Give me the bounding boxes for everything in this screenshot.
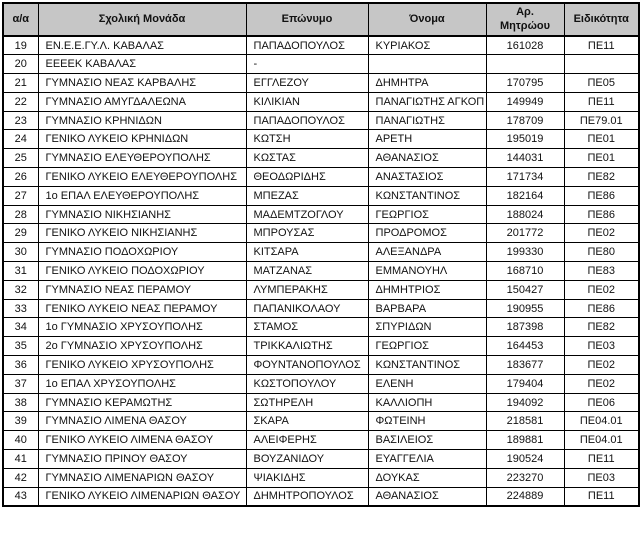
table-row bbox=[3, 74, 639, 93]
cell-surname: ΑΛΕΙΦΕΡΗΣ bbox=[246, 431, 368, 450]
cell-school: ΓΕΝΙΚΟ ΛΥΚΕΙΟ ΧΡΥΣΟΥΠΟΛΗΣ bbox=[38, 356, 246, 375]
cell-school: ΓΥΜΝΑΣΙΟ ΝΕΑΣ ΠΕΡΑΜΟΥ bbox=[38, 280, 246, 299]
cell-specialty: ΠΕ11 bbox=[564, 36, 639, 55]
cell-school: ΓΕΝΙΚΟ ΛΥΚΕΙΟ ΕΛΕΥΘΕΡΟΥΠΟΛΗΣ bbox=[38, 168, 246, 187]
cell-name: ΕΥΑΓΓΕΛΙΑ bbox=[368, 450, 486, 469]
cell-name: ΕΜΜΑΝΟΥΗΛ bbox=[368, 262, 486, 281]
cell-specialty: ΠΕ02 bbox=[564, 224, 639, 243]
cell-school: 2ο ΓΥΜΝΑΣΙΟ ΧΡΥΣΟΥΠΟΛΗΣ bbox=[38, 337, 246, 356]
column-header-school: Σχολική Μονάδα bbox=[38, 3, 246, 36]
cell-num: 40 bbox=[3, 431, 38, 450]
cell-school: ΕΕΕΕΚ ΚΑΒΑΛΑΣ bbox=[38, 55, 246, 74]
cell-school: ΓΥΜΝΑΣΙΟ ΝΕΑΣ ΚΑΡΒΑΛΗΣ bbox=[38, 74, 246, 93]
cell-registry: 164453 bbox=[486, 337, 564, 356]
cell-num: 42 bbox=[3, 468, 38, 487]
table-row bbox=[3, 186, 639, 205]
cell-registry: 199330 bbox=[486, 243, 564, 262]
table-row bbox=[3, 130, 639, 149]
cell-num: 29 bbox=[3, 224, 38, 243]
cell-num: 21 bbox=[3, 74, 38, 93]
cell-school: 1ο ΓΥΜΝΑΣΙΟ ΧΡΥΣΟΥΠΟΛΗΣ bbox=[38, 318, 246, 337]
cell-name bbox=[368, 55, 486, 74]
cell-name: ΚΥΡΙΑΚΟΣ bbox=[368, 36, 486, 55]
cell-num: 37 bbox=[3, 374, 38, 393]
cell-num: 35 bbox=[3, 337, 38, 356]
cell-school: ΓΥΜΝΑΣΙΟ ΠΡΙΝΟΥ ΘΑΣΟΥ bbox=[38, 450, 246, 469]
cell-school: 1ο ΕΠΑΛ ΕΛΕΥΘΕΡΟΥΠΟΛΗΣ bbox=[38, 186, 246, 205]
cell-registry: 168710 bbox=[486, 262, 564, 281]
cell-surname: ΚΩΣΤΑΣ bbox=[246, 149, 368, 168]
table-row bbox=[3, 262, 639, 281]
cell-name: ΠΑΝΑΓΙΩΤΗΣ ΑΓΚΟΠ bbox=[368, 92, 486, 111]
cell-name: ΑΘΑΝΑΣΙΟΣ bbox=[368, 487, 486, 506]
cell-specialty: ΠΕ04.01 bbox=[564, 431, 639, 450]
table-row bbox=[3, 205, 639, 224]
table-row bbox=[3, 450, 639, 469]
cell-name: ΚΑΛΛΙΟΠΗ bbox=[368, 393, 486, 412]
table-row bbox=[3, 280, 639, 299]
column-header-specialty: Ειδικότητα bbox=[564, 3, 639, 36]
cell-surname: ΜΠΡΟΥΣΑΣ bbox=[246, 224, 368, 243]
cell-name: ΑΛΕΞΑΝΔΡΑ bbox=[368, 243, 486, 262]
cell-school: ΓΥΜΝΑΣΙΟ ΛΙΜΕΝΑ ΘΑΣΟΥ bbox=[38, 412, 246, 431]
cell-specialty: ΠΕ11 bbox=[564, 487, 639, 506]
cell-school: ΓΥΜΝΑΣΙΟ ΚΕΡΑΜΩΤΗΣ bbox=[38, 393, 246, 412]
cell-name: ΔΟΥΚΑΣ bbox=[368, 468, 486, 487]
cell-num: 22 bbox=[3, 92, 38, 111]
header-row bbox=[3, 3, 639, 36]
cell-registry: 195019 bbox=[486, 130, 564, 149]
cell-num: 28 bbox=[3, 205, 38, 224]
cell-surname: ΠΑΠΑΝΙΚΟΛΑΟΥ bbox=[246, 299, 368, 318]
cell-surname: ΣΚΑΡΑ bbox=[246, 412, 368, 431]
table-row bbox=[3, 243, 639, 262]
cell-registry bbox=[486, 55, 564, 74]
cell-name: ΓΕΩΡΓΙΟΣ bbox=[368, 205, 486, 224]
cell-name: ΒΑΣΙΛΕΙΟΣ bbox=[368, 431, 486, 450]
cell-specialty: ΠΕ82 bbox=[564, 168, 639, 187]
cell-registry: 150427 bbox=[486, 280, 564, 299]
cell-specialty: ΠΕ02 bbox=[564, 280, 639, 299]
cell-name: ΒΑΡΒΑΡΑ bbox=[368, 299, 486, 318]
cell-registry: 183677 bbox=[486, 356, 564, 375]
table-body bbox=[3, 36, 639, 506]
cell-registry: 179404 bbox=[486, 374, 564, 393]
cell-specialty: ΠΕ86 bbox=[564, 186, 639, 205]
cell-registry: 188024 bbox=[486, 205, 564, 224]
cell-name: ΣΠΥΡΙΔΩΝ bbox=[368, 318, 486, 337]
table-row bbox=[3, 412, 639, 431]
cell-school: ΓΕΝΙΚΟ ΛΥΚΕΙΟ ΛΙΜΕΝΑΡΙΩΝ ΘΑΣΟΥ bbox=[38, 487, 246, 506]
cell-school: ΓΥΜΝΑΣΙΟ ΝΙΚΗΣΙΑΝΗΣ bbox=[38, 205, 246, 224]
cell-specialty: ΠΕ05 bbox=[564, 74, 639, 93]
cell-school: ΓΕΝΙΚΟ ΛΥΚΕΙΟ ΝΙΚΗΣΙΑΝΗΣ bbox=[38, 224, 246, 243]
cell-num: 43 bbox=[3, 487, 38, 506]
cell-surname: - bbox=[246, 55, 368, 74]
cell-school: ΓΥΜΝΑΣΙΟ ΛΙΜΕΝΑΡΙΩΝ ΘΑΣΟΥ bbox=[38, 468, 246, 487]
cell-specialty: ΠΕ01 bbox=[564, 130, 639, 149]
column-header-name: Όνομα bbox=[368, 3, 486, 36]
cell-num: 32 bbox=[3, 280, 38, 299]
column-header-num: α/α bbox=[3, 3, 38, 36]
cell-school: ΓΕΝΙΚΟ ΛΥΚΕΙΟ ΠΟΔΟΧΩΡΙΟΥ bbox=[38, 262, 246, 281]
cell-school: ΕΝ.Ε.Ε.ΓΥ.Λ. ΚΑΒΑΛΑΣ bbox=[38, 36, 246, 55]
cell-surname: ΚΩΣΤΟΠΟΥΛΟΥ bbox=[246, 374, 368, 393]
column-header-surname: Επώνυμο bbox=[246, 3, 368, 36]
cell-surname: ΚΩΤΣΗ bbox=[246, 130, 368, 149]
cell-registry: 190524 bbox=[486, 450, 564, 469]
table-row bbox=[3, 487, 639, 506]
cell-num: 39 bbox=[3, 412, 38, 431]
cell-surname: ΚΙΤΣΑΡΑ bbox=[246, 243, 368, 262]
cell-school: ΓΕΝΙΚΟ ΛΥΚΕΙΟ ΚΡΗΝΙΔΩΝ bbox=[38, 130, 246, 149]
cell-surname: ΣΩΤΗΡΕΛΗ bbox=[246, 393, 368, 412]
cell-name: ΚΩΝΣΤΑΝΤΙΝΟΣ bbox=[368, 186, 486, 205]
cell-school: ΓΥΜΝΑΣΙΟ ΕΛΕΥΘΕΡΟΥΠΟΛΗΣ bbox=[38, 149, 246, 168]
cell-surname: ΣΤΑΜΟΣ bbox=[246, 318, 368, 337]
cell-specialty: ΠΕ01 bbox=[564, 149, 639, 168]
table-row bbox=[3, 55, 639, 74]
table-row bbox=[3, 36, 639, 55]
cell-school: ΓΥΜΝΑΣΙΟ ΠΟΔΟΧΩΡΙΟΥ bbox=[38, 243, 246, 262]
table-row bbox=[3, 356, 639, 375]
column-header-registry: Αρ. Μητρώου bbox=[486, 3, 564, 36]
cell-num: 19 bbox=[3, 36, 38, 55]
cell-name: ΑΡΕΤΗ bbox=[368, 130, 486, 149]
cell-specialty: ΠΕ79.01 bbox=[564, 111, 639, 130]
cell-name: ΠΡΟΔΡΟΜΟΣ bbox=[368, 224, 486, 243]
table-row bbox=[3, 299, 639, 318]
cell-name: ΑΝΑΣΤΑΣΙΟΣ bbox=[368, 168, 486, 187]
cell-registry: 218581 bbox=[486, 412, 564, 431]
cell-surname: ΚΙΛΙΚΙΑΝ bbox=[246, 92, 368, 111]
table-row bbox=[3, 318, 639, 337]
cell-num: 41 bbox=[3, 450, 38, 469]
cell-registry: 171734 bbox=[486, 168, 564, 187]
cell-specialty: ΠΕ02 bbox=[564, 374, 639, 393]
cell-specialty: ΠΕ80 bbox=[564, 243, 639, 262]
cell-registry: 224889 bbox=[486, 487, 564, 506]
cell-num: 20 bbox=[3, 55, 38, 74]
cell-registry: 149949 bbox=[486, 92, 564, 111]
cell-specialty: ΠΕ86 bbox=[564, 299, 639, 318]
cell-school: ΓΥΜΝΑΣΙΟ ΚΡΗΝΙΔΩΝ bbox=[38, 111, 246, 130]
cell-num: 33 bbox=[3, 299, 38, 318]
staff-roster-table bbox=[2, 2, 640, 507]
cell-surname: ΛΥΜΠΕΡΑΚΗΣ bbox=[246, 280, 368, 299]
cell-school: ΓΕΝΙΚΟ ΛΥΚΕΙΟ ΛΙΜΕΝΑ ΘΑΣΟΥ bbox=[38, 431, 246, 450]
cell-surname: ΒΟΥΖΑΝΙΔΟΥ bbox=[246, 450, 368, 469]
cell-name: ΔΗΜΗΤΡΙΟΣ bbox=[368, 280, 486, 299]
cell-registry: 178709 bbox=[486, 111, 564, 130]
cell-specialty: ΠΕ06 bbox=[564, 393, 639, 412]
table-row bbox=[3, 224, 639, 243]
cell-num: 30 bbox=[3, 243, 38, 262]
cell-registry: 187398 bbox=[486, 318, 564, 337]
table-row bbox=[3, 337, 639, 356]
cell-num: 25 bbox=[3, 149, 38, 168]
table-row bbox=[3, 468, 639, 487]
cell-surname: ΠΑΠΑΔΟΠΟΥΛΟΣ bbox=[246, 111, 368, 130]
cell-surname: ΜΑΔΕΜΤΖΟΓΛΟΥ bbox=[246, 205, 368, 224]
table-header bbox=[3, 3, 639, 36]
cell-specialty: ΠΕ83 bbox=[564, 262, 639, 281]
table-row bbox=[3, 111, 639, 130]
cell-registry: 170795 bbox=[486, 74, 564, 93]
cell-school: ΓΥΜΝΑΣΙΟ ΑΜΥΓΔΑΛΕΩΝΑ bbox=[38, 92, 246, 111]
cell-specialty: ΠΕ11 bbox=[564, 92, 639, 111]
cell-registry: 223270 bbox=[486, 468, 564, 487]
cell-name: ΠΑΝΑΓΙΩΤΗΣ bbox=[368, 111, 486, 130]
cell-num: 24 bbox=[3, 130, 38, 149]
table-row bbox=[3, 92, 639, 111]
cell-surname: ΔΗΜΗΤΡΟΠΟΥΛΟΣ bbox=[246, 487, 368, 506]
cell-num: 34 bbox=[3, 318, 38, 337]
cell-registry: 182164 bbox=[486, 186, 564, 205]
cell-num: 27 bbox=[3, 186, 38, 205]
cell-school: 1ο ΕΠΑΛ ΧΡΥΣΟΥΠΟΛΗΣ bbox=[38, 374, 246, 393]
cell-surname: ΤΡΙΚΚΑΛΙΩΤΗΣ bbox=[246, 337, 368, 356]
cell-specialty: ΠΕ02 bbox=[564, 356, 639, 375]
cell-registry: 189881 bbox=[486, 431, 564, 450]
table-row bbox=[3, 374, 639, 393]
cell-name: ΔΗΜΗΤΡΑ bbox=[368, 74, 486, 93]
cell-specialty: ΠΕ04.01 bbox=[564, 412, 639, 431]
cell-specialty: ΠΕ03 bbox=[564, 468, 639, 487]
cell-specialty bbox=[564, 55, 639, 74]
cell-school: ΓΕΝΙΚΟ ΛΥΚΕΙΟ ΝΕΑΣ ΠΕΡΑΜΟΥ bbox=[38, 299, 246, 318]
cell-registry: 190955 bbox=[486, 299, 564, 318]
cell-registry: 201772 bbox=[486, 224, 564, 243]
cell-name: ΦΩΤΕΙΝΗ bbox=[368, 412, 486, 431]
cell-specialty: ΠΕ03 bbox=[564, 337, 639, 356]
cell-surname: ΜΠΕΖΑΣ bbox=[246, 186, 368, 205]
cell-surname: ΘΕΟΔΩΡΙΔΗΣ bbox=[246, 168, 368, 187]
cell-name: ΚΩΝΣΤΑΝΤΙΝΟΣ bbox=[368, 356, 486, 375]
table-row bbox=[3, 393, 639, 412]
cell-num: 38 bbox=[3, 393, 38, 412]
cell-name: ΓΕΩΡΓΙΟΣ bbox=[368, 337, 486, 356]
table-row bbox=[3, 168, 639, 187]
cell-surname: ΦΟΥΝΤΑΝΟΠΟΥΛΟΣ bbox=[246, 356, 368, 375]
table-row bbox=[3, 431, 639, 450]
cell-num: 26 bbox=[3, 168, 38, 187]
cell-surname: ΠΑΠΑΔΟΠΟΥΛΟΣ bbox=[246, 36, 368, 55]
cell-name: ΕΛΕΝΗ bbox=[368, 374, 486, 393]
cell-registry: 144031 bbox=[486, 149, 564, 168]
cell-num: 36 bbox=[3, 356, 38, 375]
table-row bbox=[3, 149, 639, 168]
cell-specialty: ΠΕ11 bbox=[564, 450, 639, 469]
cell-num: 23 bbox=[3, 111, 38, 130]
cell-surname: ΨΙΑΚΙΔΗΣ bbox=[246, 468, 368, 487]
cell-name: ΑΘΑΝΑΣΙΟΣ bbox=[368, 149, 486, 168]
cell-specialty: ΠΕ86 bbox=[564, 205, 639, 224]
cell-surname: ΜΑΤΖΑΝΑΣ bbox=[246, 262, 368, 281]
cell-specialty: ΠΕ82 bbox=[564, 318, 639, 337]
cell-surname: ΕΓΓΛΕΖΟΥ bbox=[246, 74, 368, 93]
cell-registry: 194092 bbox=[486, 393, 564, 412]
cell-num: 31 bbox=[3, 262, 38, 281]
cell-registry: 161028 bbox=[486, 36, 564, 55]
